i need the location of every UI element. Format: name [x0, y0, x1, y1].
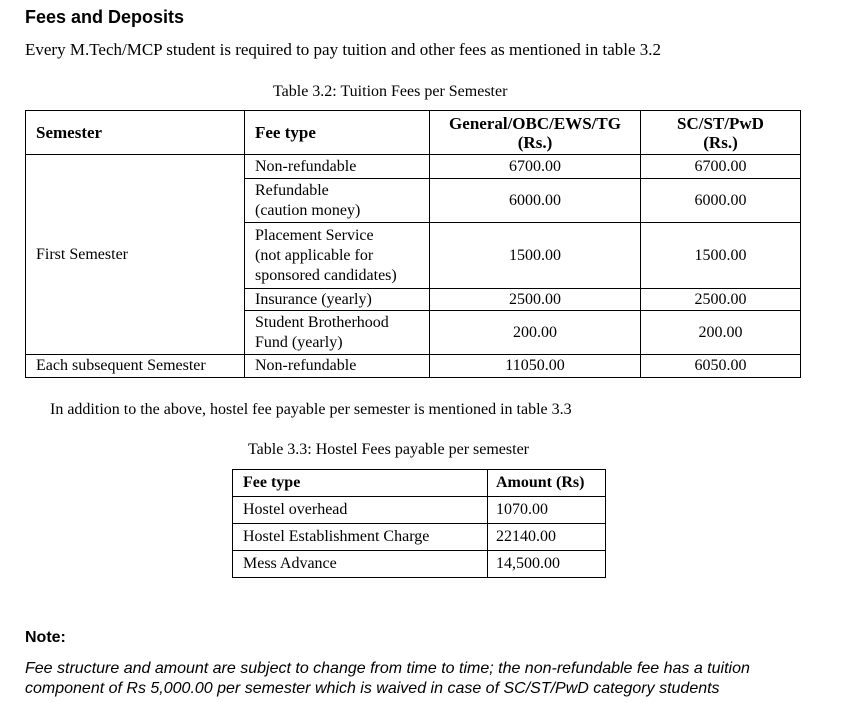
sc-amount-cell: 6700.00 [641, 155, 801, 179]
general-amount-cell: 6000.00 [430, 179, 641, 223]
intro-paragraph: Every M.Tech/MCP student is required to pay tuition and other fees as mentioned in table 3.2 [25, 40, 662, 59]
note-text: Fee structure and amount are subject to change from time to time; the non-refundable fee has a tuition component of Rs 5,000.00 per semester which is waived in case of SC/ST/PwD category students [25, 660, 750, 697]
fee-type-line: Insurance (yearly) [255, 290, 372, 308]
fee-type-cell [245, 155, 430, 179]
header-semester: Semester [26, 111, 245, 155]
fee-type-line: Fund (yearly) [255, 333, 343, 351]
subsequent-semester-cell: Each subsequent Semester [26, 355, 245, 378]
header-general-unit: (Rs.) [517, 132, 553, 152]
table-row [26, 355, 801, 378]
fee-type-cell [245, 223, 430, 289]
table-row [26, 155, 801, 179]
table-row [233, 524, 606, 551]
table-row [233, 497, 606, 524]
general-amount-cell: 200.00 [430, 311, 641, 355]
sc-amount-cell: 2500.00 [641, 289, 801, 311]
fee-type-line: (not applicable for [255, 246, 374, 264]
fee-type-line: (caution money) [255, 201, 361, 219]
first-semester-cell: First Semester [26, 155, 245, 355]
fee-type-line: sponsored candidates) [255, 266, 397, 284]
sc-amount-cell: 6050.00 [641, 355, 801, 378]
header-fee-type: Fee type [245, 111, 430, 155]
general-amount-cell: 6700.00 [430, 155, 641, 179]
amount-cell: 1070.00 [488, 497, 606, 524]
fee-type-cell: Hostel overhead [233, 497, 488, 524]
header-sc-unit: (Rs.) [703, 132, 738, 152]
fee-type-line: Placement Service [255, 226, 374, 244]
general-amount-cell: 11050.00 [430, 355, 641, 378]
header-general-label: General/OBC/EWS/TG [449, 113, 621, 133]
header-fee-type: Fee type [233, 470, 488, 497]
general-amount-cell: 2500.00 [430, 289, 641, 311]
tuition-fees-table [25, 110, 801, 378]
sc-amount-cell: 1500.00 [641, 223, 801, 289]
fee-type-line: Student Brotherhood [255, 313, 389, 331]
table-3-2-caption: Table 3.2: Tuition Fees per Semester [273, 83, 508, 100]
header-general [430, 111, 641, 155]
note-label: Note: [25, 629, 66, 646]
sc-amount-cell: 6000.00 [641, 179, 801, 223]
amount-cell: 14,500.00 [488, 551, 606, 578]
sc-amount-cell: 200.00 [641, 311, 801, 355]
fee-type-cell: Mess Advance [233, 551, 488, 578]
fee-type-cell [245, 179, 430, 223]
fee-type-cell [245, 289, 430, 311]
section-heading: Fees and Deposits [25, 7, 185, 27]
general-amount-cell: 1500.00 [430, 223, 641, 289]
fee-type-line: Refundable [255, 181, 329, 199]
hostel-intro-paragraph: In addition to the above, hostel fee payable per semester is mentioned in table 3.3 [50, 401, 572, 418]
fee-type-cell [245, 311, 430, 355]
header-amount: Amount (Rs) [488, 470, 606, 497]
fee-type-cell: Hostel Establishment Charge [233, 524, 488, 551]
header-sc-label: SC/ST/PwD [677, 113, 764, 133]
table-3-3-caption: Table 3.3: Hostel Fees payable per semester [248, 441, 530, 458]
amount-cell: 22140.00 [488, 524, 606, 551]
hostel-fees-table [232, 469, 606, 578]
table-row [233, 551, 606, 578]
fee-type-cell: Non-refundable [245, 355, 430, 378]
header-sc [641, 111, 801, 155]
fee-type-line: Non-refundable [255, 157, 357, 175]
